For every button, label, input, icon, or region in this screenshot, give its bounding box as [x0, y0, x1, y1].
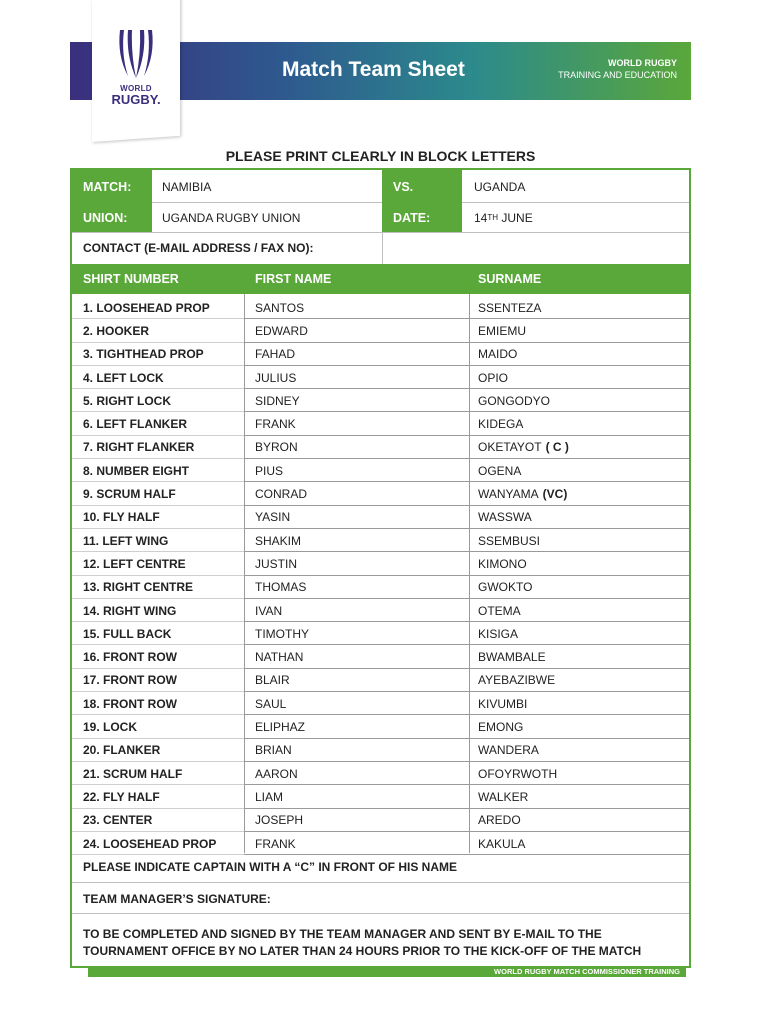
- first-name-cell[interactable]: THOMAS: [255, 580, 307, 595]
- uprights-icon: [114, 26, 158, 82]
- table-row: [72, 692, 689, 715]
- table-row: [72, 529, 689, 552]
- surname-text: KIMONO: [478, 556, 527, 571]
- table-row: [72, 809, 689, 832]
- table-row: [72, 646, 689, 669]
- first-name-cell[interactable]: FRANK: [255, 836, 296, 851]
- shirt-position: 3. TIGHTHEAD PROP: [83, 347, 204, 362]
- surname-text: OGENA: [478, 463, 522, 478]
- first-name-cell[interactable]: ELIPHAZ: [255, 720, 306, 735]
- surname-text: WANDERA: [478, 743, 539, 758]
- captain-mark: (VC): [542, 487, 568, 502]
- shirt-position: 6. LEFT FLANKER: [83, 417, 187, 432]
- table-row: [72, 343, 689, 366]
- logo-word-2: RUGBY.: [111, 92, 161, 107]
- table-row: [72, 389, 689, 412]
- shirt-position: 15. FULL BACK: [83, 626, 172, 641]
- table-row: [72, 552, 689, 575]
- first-name-cell[interactable]: SANTOS: [255, 300, 305, 315]
- surname-text: KIVUMBI: [478, 696, 528, 711]
- sheet-title: Match Team Sheet: [282, 58, 465, 81]
- shirt-position: 24. LOOSEHEAD PROP: [83, 836, 217, 851]
- shirt-position: 16. FRONT ROW: [83, 650, 178, 665]
- surname-cell[interactable]: [478, 389, 550, 412]
- surname-text: WANYAMA: [478, 487, 539, 502]
- first-name-cell[interactable]: TIMOTHY: [255, 626, 309, 641]
- contact-label: CONTACT (E-MAIL ADDRESS / FAX NO):: [83, 241, 314, 255]
- shirt-position: 2. HOOKER: [83, 323, 150, 338]
- first-name-cell[interactable]: YASIN: [255, 510, 291, 525]
- col-header-surname: SURNAME: [478, 272, 542, 286]
- table-row: [72, 366, 689, 389]
- first-name-cell[interactable]: BYRON: [255, 440, 298, 455]
- logo-word-1: WORLD: [120, 84, 152, 93]
- table-row: [72, 506, 689, 529]
- signature-label: TEAM MANAGER’S SIGNATURE:: [83, 892, 271, 906]
- shirt-position: 19. LOCK: [83, 720, 138, 735]
- first-name-cell[interactable]: NATHAN: [255, 650, 304, 665]
- first-name-cell[interactable]: FRANK: [255, 417, 296, 432]
- surname-text: OPIO: [478, 370, 509, 385]
- surname-text: AREDO: [478, 813, 521, 828]
- surname-text: KISIGA: [478, 626, 519, 641]
- surname-cell[interactable]: [478, 715, 523, 738]
- surname-text: WASSWA: [478, 510, 532, 525]
- date-suffix: TH: [487, 213, 499, 222]
- surname-cell[interactable]: [478, 599, 521, 622]
- surname-cell[interactable]: [478, 506, 532, 529]
- surname-text: AYEBAZIBWE: [478, 673, 556, 688]
- surname-cell[interactable]: [478, 646, 546, 669]
- world-rugby-logo: [98, 26, 174, 122]
- surname-text: SSEMBUSI: [478, 533, 541, 548]
- table-row: [72, 319, 689, 342]
- surname-cell[interactable]: [478, 832, 525, 855]
- shirt-position: 8. NUMBER EIGHT: [83, 463, 190, 478]
- surname-cell[interactable]: [478, 482, 567, 505]
- surname-text: SSENTEZA: [478, 300, 542, 315]
- shirt-position: 1. LOOSEHEAD PROP: [83, 300, 210, 315]
- first-name-cell[interactable]: SIDNEY: [255, 393, 300, 408]
- table-row: [72, 576, 689, 599]
- surname-text: KIDEGA: [478, 417, 524, 432]
- surname-cell[interactable]: [478, 296, 541, 319]
- date-day: 14: [474, 210, 488, 225]
- surname-cell[interactable]: [478, 576, 532, 599]
- surname-cell[interactable]: [478, 529, 540, 552]
- surname-cell[interactable]: [478, 762, 557, 785]
- first-name-cell[interactable]: SAUL: [255, 696, 287, 711]
- first-name-cell[interactable]: JOSEPH: [255, 813, 304, 828]
- surname-cell[interactable]: [478, 343, 517, 366]
- col-header-shirt-number: SHIRT NUMBER: [83, 272, 179, 286]
- shirt-position: 11. LEFT WING: [83, 533, 169, 548]
- table-row: [72, 622, 689, 645]
- table-row: [72, 832, 689, 855]
- surname-cell[interactable]: [478, 413, 523, 436]
- surname-cell[interactable]: [478, 366, 508, 389]
- surname-text: GWOKTO: [478, 580, 533, 595]
- shirt-position: 23. CENTER: [83, 813, 153, 828]
- date-month: JUNE: [498, 210, 533, 225]
- shirt-position: 7. RIGHT FLANKER: [83, 440, 195, 455]
- surname-text: GONGODYO: [478, 393, 551, 408]
- contact-field[interactable]: [383, 232, 689, 264]
- column-divider: [244, 294, 245, 853]
- org-line-2: TRAINING AND EDUCATION: [558, 70, 677, 80]
- shirt-position: 18. FRONT ROW: [83, 696, 178, 711]
- instruction-heading: PLEASE PRINT CLEARLY IN BLOCK LETTERS: [225, 148, 536, 164]
- surname-text: BWAMBALE: [478, 650, 546, 665]
- divider: [72, 882, 689, 883]
- shirt-position: 9. SCRUM HALF: [83, 487, 176, 502]
- shirt-position: 5. RIGHT LOCK: [83, 393, 172, 408]
- shirt-position: 10. FLY HALF: [83, 510, 160, 525]
- surname-cell[interactable]: [478, 739, 539, 762]
- surname-text: WALKER: [478, 789, 529, 804]
- date-label: DATE:: [382, 203, 462, 232]
- surname-text: OFOYRWOTH: [478, 766, 558, 781]
- table-row: [72, 599, 689, 622]
- first-name-cell[interactable]: IVAN: [255, 603, 283, 618]
- col-header-first-name: FIRST NAME: [255, 272, 332, 286]
- roster-header: [72, 264, 689, 294]
- table-row: [72, 436, 689, 459]
- surname-text: KAKULA: [478, 836, 526, 851]
- surname-cell[interactable]: [478, 785, 528, 808]
- table-row: [72, 413, 689, 436]
- first-name-cell[interactable]: CONRAD: [255, 487, 308, 502]
- shirt-position: 21. SCRUM HALF: [83, 766, 183, 781]
- union-field[interactable]: UGANDA RUGBY UNION: [162, 210, 301, 225]
- shirt-position: 13. RIGHT CENTRE: [83, 580, 194, 595]
- shirt-position: 17. FRONT ROW: [83, 673, 178, 688]
- first-name-cell[interactable]: PIUS: [255, 463, 284, 478]
- first-name-cell[interactable]: FAHAD: [255, 347, 296, 362]
- table-row: [72, 296, 689, 319]
- completion-line-2: TOURNAMENT OFFICE BY NO LATER THAN 24 HOURS PRIOR TO THE KICK-OFF OF THE MATCH: [83, 944, 642, 958]
- surname-cell[interactable]: [478, 622, 518, 645]
- captain-note: PLEASE INDICATE CAPTAIN WITH A “C” IN FRONT OF HIS NAME: [83, 860, 457, 874]
- surname-cell[interactable]: [478, 692, 527, 715]
- table-row: [72, 459, 689, 482]
- shirt-position: 14. RIGHT WING: [83, 603, 177, 618]
- table-row: [72, 482, 689, 505]
- first-name-cell[interactable]: JUSTIN: [255, 556, 297, 571]
- divider: [72, 913, 689, 914]
- first-name-cell[interactable]: LIAM: [255, 789, 284, 804]
- shirt-position: 20. FLANKER: [83, 743, 161, 758]
- surname-text: MAIDO: [478, 347, 518, 362]
- first-name-cell[interactable]: BRIAN: [255, 743, 292, 758]
- surname-text: EMIEMU: [478, 323, 526, 338]
- first-name-cell[interactable]: SHAKIM: [255, 533, 302, 548]
- captain-mark: ( C ): [545, 440, 569, 455]
- surname-text: OTEMA: [478, 603, 521, 618]
- table-row: [72, 669, 689, 692]
- union-label: UNION:: [72, 203, 152, 232]
- vs-field[interactable]: UGANDA: [474, 179, 526, 194]
- completion-line-1: TO BE COMPLETED AND SIGNED BY THE TEAM MANAGER AND SENT BY E-MAIL TO THE: [83, 927, 602, 941]
- surname-cell[interactable]: [478, 319, 526, 342]
- match-field[interactable]: NAMIBIA: [162, 179, 212, 194]
- first-name-cell[interactable]: EDWARD: [255, 323, 308, 338]
- surname-text: EMONG: [478, 720, 524, 735]
- vs-label: VS.: [382, 170, 462, 203]
- surname-cell[interactable]: [478, 669, 555, 692]
- shirt-position: 4. LEFT LOCK: [83, 370, 164, 385]
- team-sheet-form: [70, 168, 691, 968]
- surname-cell[interactable]: [478, 459, 521, 482]
- table-row: [72, 785, 689, 808]
- shirt-position: 22. FLY HALF: [83, 789, 160, 804]
- first-name-cell[interactable]: JULIUS: [255, 370, 297, 385]
- date-field[interactable]: [464, 203, 689, 232]
- table-row: [72, 715, 689, 738]
- surname-text: OKETAYOT: [478, 440, 542, 455]
- footer-bar-text: WORLD RUGBY MATCH COMMISSIONER TRAINING: [494, 967, 680, 976]
- surname-cell[interactable]: [478, 809, 521, 832]
- first-name-cell[interactable]: BLAIR: [255, 673, 290, 688]
- first-name-cell[interactable]: AARON: [255, 766, 298, 781]
- match-label: MATCH:: [72, 170, 152, 203]
- surname-cell[interactable]: [478, 436, 569, 459]
- table-row: [72, 739, 689, 762]
- footer-bar: [88, 966, 686, 977]
- shirt-position: 12. LEFT CENTRE: [83, 556, 186, 571]
- column-divider: [469, 294, 470, 853]
- org-line-1: WORLD RUGBY: [608, 58, 677, 68]
- org-label: [558, 57, 677, 81]
- surname-cell[interactable]: [478, 552, 527, 575]
- table-row: [72, 762, 689, 785]
